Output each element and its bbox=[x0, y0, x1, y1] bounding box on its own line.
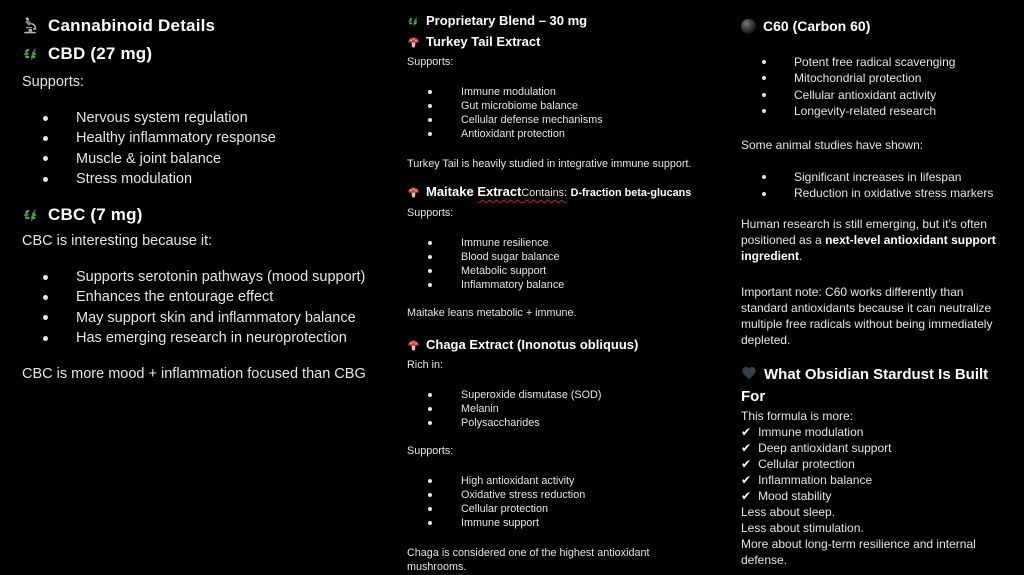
list-item: Superoxide dismutase (SOD) bbox=[407, 388, 705, 402]
bullet-dot-icon bbox=[762, 93, 766, 97]
bullet-dot-icon bbox=[43, 315, 48, 320]
bullet-dot-icon bbox=[428, 479, 432, 483]
list-item: Supports serotonin pathways (mood support) bbox=[22, 267, 390, 287]
turkey-bullet-list bbox=[407, 85, 705, 141]
heading-cbc bbox=[22, 203, 390, 227]
heading-chaga bbox=[407, 336, 705, 354]
turkey-note: Turkey Tail is heavily studied in integrative immune support. bbox=[407, 158, 692, 170]
bullet-dot-icon bbox=[43, 336, 48, 341]
heading-c60 bbox=[741, 16, 1013, 36]
chaga-supports-list bbox=[407, 474, 705, 530]
built-check-list bbox=[741, 424, 1013, 504]
list-item: Immune support bbox=[407, 516, 705, 530]
herb-icon bbox=[22, 206, 40, 224]
list-item: Antioxidant protection bbox=[407, 127, 705, 141]
list-item: Nervous system regulation bbox=[22, 108, 390, 128]
check-item: ✔ Cellular protection bbox=[741, 456, 855, 471]
bullet-dot-icon bbox=[428, 269, 432, 273]
cbd-intro: Supports: bbox=[22, 74, 85, 90]
list-item: Inflammatory balance bbox=[407, 278, 705, 292]
bullet-dot-icon bbox=[428, 118, 432, 122]
human-research-note: Human research is still emerging, but it’s often positioned as a next-level antioxidant support ingredient. bbox=[741, 216, 996, 263]
bullet-dot-icon bbox=[428, 283, 432, 287]
page-title: Cannabinoid Details bbox=[48, 16, 216, 35]
bullet-dot-icon bbox=[428, 104, 432, 108]
closing-line: More about long-term resilience and internal defense. bbox=[741, 536, 976, 567]
cbc-heading: CBC (7 mg) bbox=[48, 205, 143, 225]
column-proprietary-blend bbox=[407, 0, 705, 574]
maitake-intro: Supports: bbox=[407, 207, 454, 219]
list-item: Oxidative stress reduction bbox=[407, 488, 705, 502]
check-item: ✔ Inflammation balance bbox=[741, 472, 873, 487]
list-item: Gut microbiome balance bbox=[407, 99, 705, 113]
bullet-dot-icon bbox=[43, 156, 48, 161]
cbc-bullet-list bbox=[22, 267, 390, 348]
cbd-bullet-list bbox=[22, 108, 390, 189]
closing-line: Less about stimulation. bbox=[741, 520, 864, 535]
list-item: Has emerging research in neuroprotection bbox=[22, 328, 390, 348]
list-item: Reduction in oxidative stress markers bbox=[741, 185, 1013, 201]
turkey-heading: Turkey Tail Extract bbox=[426, 34, 541, 49]
list-item: Healthy inflammatory response bbox=[22, 128, 390, 148]
heading-cbd bbox=[22, 42, 390, 66]
list-item: Polysaccharides bbox=[407, 416, 705, 430]
mushroom-icon bbox=[407, 339, 420, 352]
check-icon: ✔ bbox=[741, 456, 752, 471]
maitake-contains-value: D-fraction beta-glucans bbox=[570, 187, 692, 199]
bullet-dot-icon bbox=[762, 192, 766, 196]
check-item: ✔ Deep antioxidant support bbox=[741, 440, 892, 455]
important-note: Important note: C60 works differently than standard antioxidants because it can neutralize multiple free radicals without being immediately depleted. bbox=[741, 284, 993, 347]
list-item: Immune resilience bbox=[407, 236, 705, 250]
list-item: Mitochondrial protection bbox=[741, 70, 1013, 86]
maitake-note: Maitake leans metabolic + immune. bbox=[407, 307, 577, 319]
bullet-dot-icon bbox=[428, 493, 432, 497]
studies-bullet-list bbox=[741, 169, 1013, 202]
chaga-note: Chaga is considered one of the highest antioxidant mushrooms. bbox=[407, 547, 650, 573]
studies-intro: Some animal studies have shown: bbox=[741, 138, 924, 153]
chaga-rich-list bbox=[407, 388, 705, 430]
blend-heading: Proprietary Blend – 30 mg bbox=[426, 13, 588, 28]
list-item: Cellular antioxidant activity bbox=[741, 87, 1013, 103]
bullet-dot-icon bbox=[428, 407, 432, 411]
spellcheck-flagged-text: Extract bbox=[477, 184, 522, 199]
black-heart-icon bbox=[741, 365, 757, 381]
column-c60 bbox=[741, 0, 1013, 568]
bullet-dot-icon bbox=[762, 76, 766, 80]
bullet-dot-icon bbox=[428, 507, 432, 511]
list-item: Muscle & joint balance bbox=[22, 149, 390, 169]
herb-icon bbox=[22, 45, 40, 63]
bullet-dot-icon bbox=[762, 175, 766, 179]
cbc-outro: CBC is more mood + inflammation focused than CBG bbox=[22, 366, 366, 383]
list-item: Longevity-related research bbox=[741, 103, 1013, 119]
check-icon: ✔ bbox=[741, 424, 752, 439]
heading-turkey-tail bbox=[407, 33, 705, 51]
maitake-heading: Maitake ExtractContains: D-fraction beta-glucans bbox=[426, 184, 692, 199]
chaga-rich-label: Rich in: bbox=[407, 359, 444, 371]
bullet-dot-icon bbox=[428, 421, 432, 425]
c60-heading: C60 (Carbon 60) bbox=[763, 18, 871, 34]
list-item: Melanin bbox=[407, 402, 705, 416]
mushroom-icon bbox=[407, 186, 420, 199]
bullet-dot-icon bbox=[43, 136, 48, 141]
list-item: Metabolic support bbox=[407, 264, 705, 278]
list-item: Cellular defense mechanisms bbox=[407, 113, 705, 127]
list-item: May support skin and inflammatory balance bbox=[22, 308, 390, 328]
bullet-dot-icon bbox=[428, 521, 432, 525]
bullet-dot-icon bbox=[43, 177, 48, 182]
list-item: Immune modulation bbox=[407, 85, 705, 99]
maitake-bullet-list bbox=[407, 236, 705, 292]
column-cannabinoids bbox=[22, 0, 390, 384]
check-icon: ✔ bbox=[741, 488, 752, 503]
list-item: Blood sugar balance bbox=[407, 250, 705, 264]
maitake-contains-label: Contains: bbox=[521, 187, 568, 199]
bullet-dot-icon bbox=[428, 90, 432, 94]
bullet-dot-icon bbox=[762, 60, 766, 64]
bullet-dot-icon bbox=[43, 295, 48, 300]
microscope-icon bbox=[22, 17, 40, 35]
closing-line: Less about sleep. bbox=[741, 504, 836, 519]
bullet-dot-icon bbox=[428, 132, 432, 136]
turkey-intro: Supports: bbox=[407, 56, 454, 68]
check-icon: ✔ bbox=[741, 440, 752, 455]
list-item: Potent free radical scavenging bbox=[741, 54, 1013, 70]
heading-cannabinoid-details bbox=[22, 14, 390, 38]
heading-maitake bbox=[407, 183, 705, 202]
list-item: Significant increases in lifespan bbox=[741, 169, 1013, 185]
chaga-supports-label: Supports: bbox=[407, 445, 454, 457]
check-item: ✔ Mood stability bbox=[741, 488, 832, 503]
check-item: ✔ Immune modulation bbox=[741, 424, 864, 439]
mushroom-icon bbox=[407, 36, 420, 49]
list-item: Stress modulation bbox=[22, 169, 390, 189]
c60-bullet-list bbox=[741, 54, 1013, 119]
built-intro: This formula is more: bbox=[741, 408, 854, 423]
herb-icon bbox=[407, 15, 420, 28]
closing-lines bbox=[741, 504, 1013, 568]
list-item: Enhances the entourage effect bbox=[22, 287, 390, 307]
chaga-heading: Chaga Extract (Inonotus obliquus) bbox=[426, 337, 639, 352]
bullet-dot-icon bbox=[762, 109, 766, 113]
dark-sphere-icon bbox=[741, 19, 756, 34]
bullet-dot-icon bbox=[428, 255, 432, 259]
heading-built-for: What Obsidian Stardust Is Built For bbox=[741, 365, 989, 405]
cbd-heading: CBD (27 mg) bbox=[48, 44, 153, 63]
cbc-intro: CBC is interesting because it: bbox=[22, 233, 213, 250]
list-item: High antioxidant activity bbox=[407, 474, 705, 488]
list-item: Cellular protection bbox=[407, 502, 705, 516]
bullet-dot-icon bbox=[428, 241, 432, 245]
bullet-dot-icon bbox=[43, 275, 48, 280]
check-icon: ✔ bbox=[741, 472, 752, 487]
bullet-dot-icon bbox=[428, 393, 432, 397]
bullet-dot-icon bbox=[43, 116, 48, 121]
heading-proprietary-blend bbox=[407, 12, 705, 30]
